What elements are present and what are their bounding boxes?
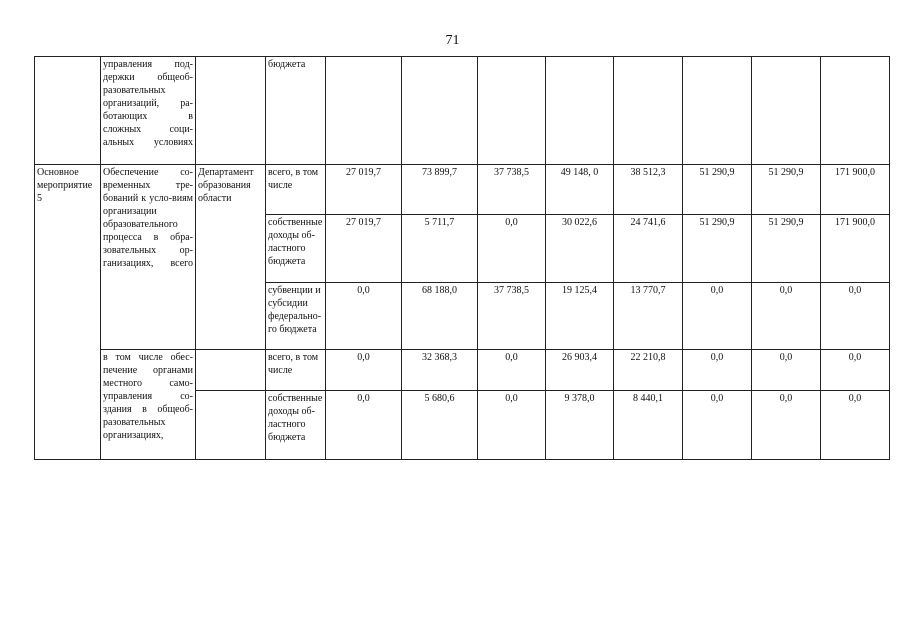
- value-cell: 0,0: [752, 350, 821, 391]
- activity-cell: [35, 57, 101, 165]
- value-cell: 27 019,7: [326, 165, 402, 215]
- executor-cell: [196, 57, 266, 165]
- value-cell: 13 770,7: [614, 283, 683, 350]
- value-cell: 0,0: [478, 350, 546, 391]
- description-cell: управления под-держки общеоб-разовательных организаций, ра-ботающих в сложных соци-альных условиях: [101, 57, 196, 165]
- value-cell: 5 711,7: [402, 215, 478, 283]
- executor-cell: [196, 350, 266, 391]
- value-cell: [683, 57, 752, 165]
- value-cell: [752, 57, 821, 165]
- value-cell: 27 019,7: [326, 215, 402, 283]
- value-cell: 0,0: [326, 283, 402, 350]
- value-cell: 171 900,0: [821, 215, 890, 283]
- value-cell: 73 899,7: [402, 165, 478, 215]
- value-cell: 8 440,1: [614, 391, 683, 460]
- value-cell: 0,0: [683, 283, 752, 350]
- description-cell: Обеспечение со-временных тре-бований к усло-виям организации образовательного процесса в обра-зовательных ор-ганизациях, всего: [101, 165, 196, 350]
- value-cell: 22 210,8: [614, 350, 683, 391]
- value-cell: 0,0: [821, 283, 890, 350]
- value-cell: [402, 57, 478, 165]
- funding-source-cell: собственные доходы об-ластного бюджета: [266, 391, 326, 460]
- value-cell: 26 903,4: [546, 350, 614, 391]
- value-cell: [546, 57, 614, 165]
- value-cell: 24 741,6: [614, 215, 683, 283]
- value-cell: 51 290,9: [683, 165, 752, 215]
- value-cell: 5 680,6: [402, 391, 478, 460]
- funding-source-cell: всего, в том числе: [266, 165, 326, 215]
- value-cell: 0,0: [478, 391, 546, 460]
- value-cell: 37 738,5: [478, 283, 546, 350]
- value-cell: 32 368,3: [402, 350, 478, 391]
- value-cell: 0,0: [683, 350, 752, 391]
- activity-cell: Основное мероприятие 5: [35, 165, 101, 460]
- value-cell: [478, 57, 546, 165]
- value-cell: [614, 57, 683, 165]
- executor-cell: [196, 391, 266, 460]
- value-cell: 0,0: [326, 391, 402, 460]
- value-cell: 51 290,9: [752, 215, 821, 283]
- value-cell: 0,0: [821, 350, 890, 391]
- value-cell: 38 512,3: [614, 165, 683, 215]
- value-cell: 51 290,9: [683, 215, 752, 283]
- funding-source-cell: бюджета: [266, 57, 326, 165]
- value-cell: [326, 57, 402, 165]
- value-cell: 0,0: [752, 391, 821, 460]
- description-cell: в том числе обес-печение органами местного само-управления со-здания в общеоб-разовательных организациях,: [101, 350, 196, 460]
- value-cell: 19 125,4: [546, 283, 614, 350]
- table-row: [35, 165, 890, 215]
- value-cell: [821, 57, 890, 165]
- executor-cell: Департамент образования области: [196, 165, 266, 350]
- funding-source-cell: собственные доходы об-ластного бюджета: [266, 215, 326, 283]
- value-cell: 30 022,6: [546, 215, 614, 283]
- page-number: 71: [445, 33, 460, 48]
- value-cell: 0,0: [478, 215, 546, 283]
- value-cell: 68 188,0: [402, 283, 478, 350]
- value-cell: 0,0: [821, 391, 890, 460]
- value-cell: 0,0: [752, 283, 821, 350]
- funding-source-cell: субвенции и субсидии федерально-го бюджета: [266, 283, 326, 350]
- value-cell: 171 900,0: [821, 165, 890, 215]
- value-cell: 0,0: [683, 391, 752, 460]
- table-row: [35, 57, 890, 165]
- value-cell: 37 738,5: [478, 165, 546, 215]
- funding-source-cell: всего, в том числе: [266, 350, 326, 391]
- table-row: [35, 350, 890, 391]
- budget-table: [34, 56, 890, 460]
- value-cell: 0,0: [326, 350, 402, 391]
- value-cell: 51 290,9: [752, 165, 821, 215]
- value-cell: 49 148, 0: [546, 165, 614, 215]
- value-cell: 9 378,0: [546, 391, 614, 460]
